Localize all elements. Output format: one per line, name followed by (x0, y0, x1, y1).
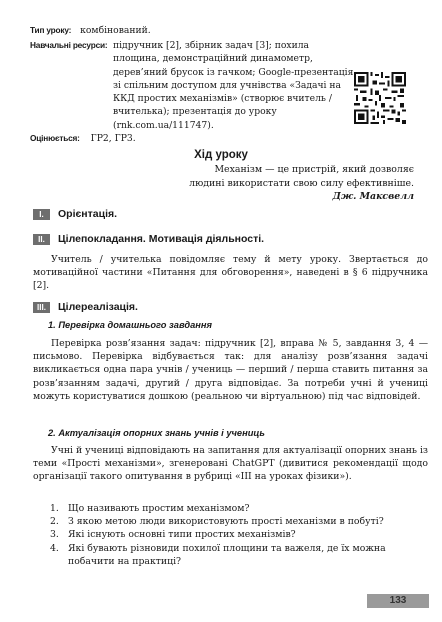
lesson-type-label: Тип уроку: (30, 25, 72, 35)
section-2-title: Цілепокладання. Мотивація діяльності. (58, 233, 265, 245)
question-number: 3. (50, 529, 59, 541)
section-1-number: I. (33, 209, 50, 220)
resources-text: підручник [2], збірник задач [3]; похила площина, демонстраційний динамометр, дерев’яний брусок із гачком; Google-презентація зі спільним доступом для учнівства «Задачі на ККД простих механізмів» (створює вчитель / вчителька); презентація до уроку (rnk.com.ua/111747). (113, 40, 354, 131)
evaluation-line (30, 132, 425, 145)
subsection-2-title: 2. Актуалізація опорних знань учнів і учениць (48, 428, 265, 438)
question-number: 4. (50, 542, 59, 554)
subsection-1-title: 1. Перевірка домашнього завдання (48, 320, 212, 330)
section-2-text: Учитель / учителька повідомляє тему й мету уроку. Звертається до мотиваційної частини «Питання для обговорення», наведені в § 6 підручника [2]. (33, 254, 428, 292)
epigraph (124, 163, 414, 204)
subsection-1-text: Перевірка розв’язання задач: підручник [2], вправа № 5, завдання 3, 4 — письмово. Перевірка відбувається так: для аналізу розв’язання задачі викликається одна пара учнів / учениць — перший / перша ставить питання за розв’язанням задачі, другий / друга відповідає. За потреби учні й учениці можуть користуватися дошкою (реальною чи віртуальною) під час відповідей. (33, 338, 428, 402)
section-3-title: Цілереалізація. (58, 301, 138, 313)
subsection-2-text: Учні й учениці відповідають на запитання для актуалізації опорних знань із теми «Прості механізми», згенеровані ChatGPT (дивитися рекомендації щодо організації такого опитування в рубриці «ІІІ на уроках фізики»). (33, 445, 428, 483)
question-text: З якою метою люди використовують прості механізми в побуті? (68, 516, 384, 528)
question-text: Які бувають різновиди похилої площини та важеля, де їх можна побачити на практиці? (68, 542, 386, 567)
epigraph-author: Дж. Максвелл (332, 191, 414, 202)
resources-label: Навчальні ресурси: (30, 40, 108, 50)
list-item (50, 542, 430, 568)
epigraph-line-1: Механізм — це пристрій, який дозволяє (214, 164, 414, 175)
question-text: Що називають простим механізмом? (68, 503, 250, 514)
section-1-title: Орієнтація. (58, 208, 118, 220)
lesson-heading: Хід уроку (194, 149, 248, 161)
question-number: 1. (50, 503, 59, 514)
section-3-number: III. (33, 302, 50, 313)
question-list (50, 502, 430, 568)
question-number: 2. (50, 516, 59, 528)
section-2-number: II. (33, 234, 50, 245)
epigraph-line-2: людині використати свою силу ефективніше. (189, 177, 414, 189)
question-text: Які існують основні типи простих механізмів? (68, 529, 296, 541)
evaluation-value: ГР2, ГР3. (90, 133, 136, 144)
lesson-type-value: комбінований. (80, 25, 151, 36)
list-item (50, 515, 430, 528)
evaluation-label: Оцінюється: (30, 133, 80, 143)
list-item (50, 502, 430, 515)
qr-code-icon[interactable] (354, 72, 406, 124)
lesson-type-line (30, 24, 425, 37)
list-item (50, 528, 430, 541)
page-number: 133 (367, 594, 429, 608)
